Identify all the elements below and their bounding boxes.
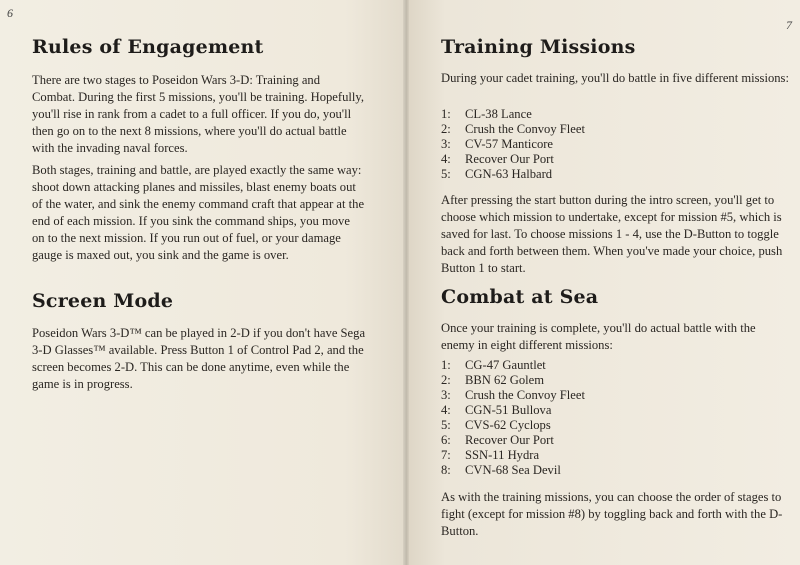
list-item — [441, 433, 585, 448]
mission-name: Crush the Convoy Fleet — [465, 122, 585, 136]
combat-instructions: As with the training missions, you can choose the order of stages to fight (except for mission #8) by toggling back and forth with the D-Button. — [441, 490, 783, 538]
mission-number: 1: — [441, 358, 451, 372]
mission-name: SSN-11 Hydra — [465, 448, 540, 462]
page-number-right: 7 — [786, 18, 792, 32]
mission-number: 4: — [441, 403, 451, 417]
list-item — [441, 152, 585, 167]
mission-number: 3: — [441, 388, 451, 402]
training-intro: During your cadet training, you'll do battle in five different missions: — [441, 71, 789, 85]
list-item — [441, 358, 585, 373]
mission-number: 7: — [441, 448, 451, 462]
list-item — [441, 403, 585, 418]
mission-name: CL-38 Lance — [465, 107, 532, 121]
mission-name: CGN-51 Bullova — [465, 403, 552, 417]
training-mission-list — [441, 107, 585, 182]
mission-name: CV-57 Manticore — [465, 137, 554, 151]
rules-paragraph-1: There are two stages to Poseidon Wars 3-D: Training and Combat. During the first 5 missions, you'll be training. Hopefully, you'll rise in rank from a cadet to a full officer. If you do, you'll then go on to the next 8 missions, where you'll do actual battle with the invading naval forces. — [32, 73, 365, 155]
page-number-left: 6 — [7, 6, 13, 20]
book-gutter — [403, 0, 409, 565]
mission-number: 5: — [441, 418, 451, 432]
mission-number: 2: — [441, 122, 451, 136]
mission-number: 2: — [441, 373, 451, 387]
mission-number: 6: — [441, 433, 451, 447]
list-item — [441, 167, 585, 182]
mission-name: Recover Our Port — [465, 152, 554, 166]
list-item — [441, 418, 585, 433]
mission-number: 4: — [441, 152, 451, 166]
combat-title: Combat at Sea — [441, 286, 599, 308]
list-item — [441, 373, 585, 388]
mission-name: Crush the Convoy Fleet — [465, 388, 585, 402]
list-item — [441, 122, 585, 137]
mission-name: CGN-63 Halbard — [465, 167, 553, 181]
mission-number: 8: — [441, 463, 451, 477]
list-item — [441, 463, 585, 478]
list-item — [441, 388, 585, 403]
right-page — [406, 0, 800, 565]
mission-name: CG-47 Gauntlet — [465, 358, 546, 372]
list-item — [441, 107, 585, 122]
training-title: Training Missions — [441, 36, 636, 58]
mission-name: CVN-68 Sea Devil — [465, 463, 561, 477]
list-item — [441, 137, 585, 152]
combat-intro: Once your training is complete, you'll do actual battle with the enemy in eight different missions: — [441, 321, 756, 352]
mission-name: BBN 62 Golem — [465, 373, 545, 387]
list-item — [441, 448, 585, 463]
rules-title: Rules of Engagement — [32, 36, 264, 58]
mission-number: 1: — [441, 107, 451, 121]
combat-mission-list — [441, 358, 585, 478]
rules-paragraph-2: Both stages, training and battle, are played exactly the same way: shoot down attacking planes and missiles, blast enemy boats out of the water, and sink the enemy command craft that appear at the end of each mission. If you sink the command ships, you move on to the next mission. If you run out of fuel, or your damage gauge is maxed out, you sink and the game is over. — [32, 163, 365, 262]
mission-number: 5: — [441, 167, 451, 181]
mission-name: Recover Our Port — [465, 433, 554, 447]
mission-name: CVS-62 Cyclops — [465, 418, 551, 432]
mission-number: 3: — [441, 137, 451, 151]
training-instructions: After pressing the start button during the intro screen, you'll get to choose which mission to undertake, except for mission #5, which is saved for last. To choose missions 1 - 4, use the D-Button to toggle back and forth between them. When you've made your choice, push Button 1 to start. — [441, 193, 783, 275]
screen-mode-title: Screen Mode — [32, 290, 174, 312]
screen-mode-paragraph: Poseidon Wars 3-D™ can be played in 2-D if you don't have Sega 3-D Glasses™ available. Press Button 1 of Control Pad 2, and the screen becomes 2-D. This can be done anytime, even while the game is in progress. — [32, 326, 366, 391]
